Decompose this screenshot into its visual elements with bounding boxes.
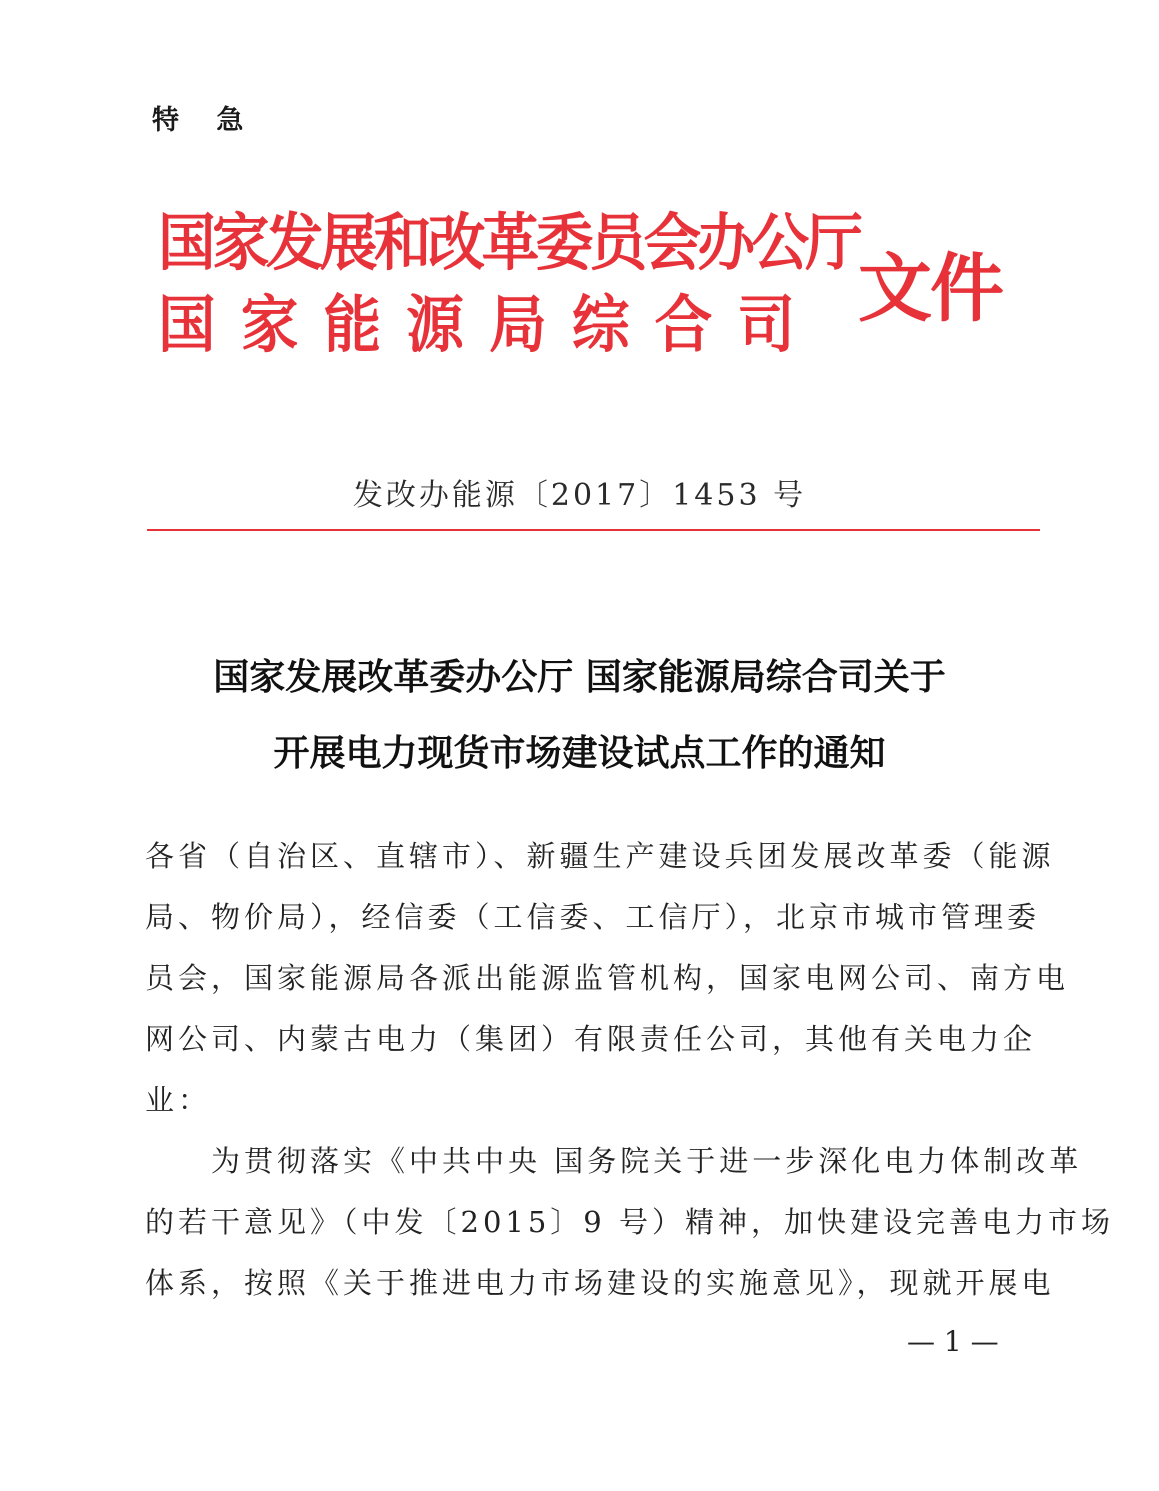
document-body — [145, 826, 1114, 1314]
addressee-line: 网公司、内蒙古电力（集团）有限责任公司，其他有关电力企 — [145, 1022, 1037, 1056]
paragraph-line: 的若干意见》（中发〔2015〕9 号）精神，加快建设完善电力市场 — [145, 1205, 1114, 1239]
title-line: 国家发展改革委办公厅 国家能源局综合司关于 — [213, 657, 946, 698]
document-word: 文件 — [858, 246, 1002, 332]
urgency-label: 特 急 — [152, 105, 258, 136]
paragraph-line: 体系，按照《关于推进电力市场建设的实施意见》，现就开展电 — [145, 1266, 1055, 1300]
paragraph-line: 为贯彻落实《中共中央 国务院关于进一步深化电力体制改革 — [145, 1144, 1083, 1178]
red-masthead — [158, 205, 1018, 370]
addressee-line: 局、物价局），经信委（工信委、工信厅），北京市城市管理委 — [145, 900, 1041, 934]
red-divider-rule — [147, 529, 1040, 531]
issuer-name-ndrc: 国家发展和改革委员会办公厅 — [158, 206, 860, 279]
document-title — [0, 640, 1159, 792]
title-line: 开展电力现货市场建设试点工作的通知 — [273, 733, 886, 774]
issuer-name-nea: 国家能源局综合司 — [158, 288, 821, 361]
addressee-line: 各省（自治区、直辖市）、新疆生产建设兵团发展改革委（能源 — [145, 839, 1055, 873]
addressee-line: 业： — [145, 1083, 212, 1117]
page-number: — 1 — — [907, 1325, 999, 1358]
document-number: 发改办能源〔2017〕1453 号 — [352, 478, 807, 513]
addressee-line: 员会，国家能源局各派出能源监管机构，国家电网公司、南方电 — [145, 961, 1070, 995]
